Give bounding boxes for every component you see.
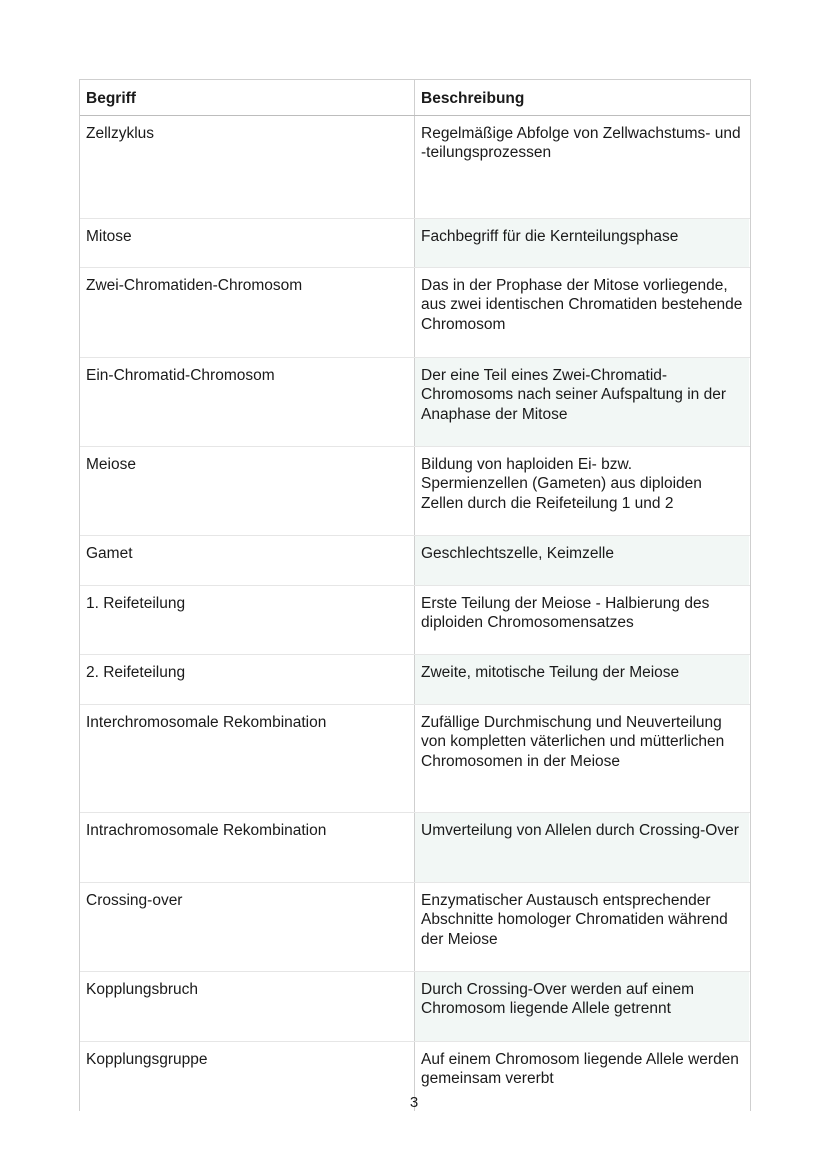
description-cell: Zufällige Durchmischung und Neuverteilung von kompletten väterlichen und mütterlichen Chromosomen in der Meiose — [421, 713, 725, 770]
page-number: 3 — [409, 1094, 419, 1111]
table-row — [80, 116, 750, 219]
description-cell: Regelmäßige Abfolge von Zellwachstums- und -teilungsprozessen — [421, 124, 741, 161]
term-cell: Interchromosomale Rekombination — [80, 705, 415, 812]
table-row — [80, 536, 750, 586]
table-row — [80, 219, 750, 268]
table-row — [80, 705, 750, 813]
table-header-row — [80, 80, 750, 116]
description-cell: Geschlechtszelle, Keimzelle — [415, 536, 749, 585]
description-cell: Durch Crossing-Over werden auf einem Chromosom liegende Allele getrennt — [415, 972, 749, 1041]
description-cell: Fachbegriff für die Kernteilungsphase — [415, 219, 749, 267]
table-row — [80, 586, 750, 655]
description-cell: Das in der Prophase der Mitose vorliegende, aus zwei identischen Chromatiden bestehende Chromosom — [421, 276, 743, 333]
term-cell: 1. Reifeteilung — [80, 586, 415, 654]
term-cell: Mitose — [80, 219, 415, 267]
description-cell: Bildung von haploiden Ei- bzw. Spermienzellen (Gameten) aus diploiden Zellen durch die Reifeteilung 1 und 2 — [421, 455, 702, 512]
description-cell: Zweite, mitotische Teilung der Meiose — [415, 655, 749, 704]
term-cell: 2. Reifeteilung — [80, 655, 415, 704]
term-cell: Kopplungsgruppe — [80, 1042, 415, 1111]
term-cell: Gamet — [80, 536, 415, 585]
term-cell: Zwei-Chromatiden-Chromosom — [80, 268, 415, 357]
table-row — [80, 447, 750, 536]
description-cell: Erste Teilung der Meiose - Halbierung des diploiden Chromosomensatzes — [421, 594, 710, 631]
header-description: Beschreibung — [421, 90, 525, 107]
term-cell: Kopplungsbruch — [80, 972, 415, 1041]
term-cell: Zellzyklus — [80, 116, 415, 218]
table-row — [80, 268, 750, 358]
description-cell: Der eine Teil eines Zwei-Chromatid-Chromosoms nach seiner Aufspaltung in der Anaphase der Mitose — [415, 358, 749, 446]
table-row — [80, 655, 750, 705]
table-row — [80, 883, 750, 972]
description-cell: Umverteilung von Allelen durch Crossing-Over — [415, 813, 749, 882]
description-cell: Auf einem Chromosom liegende Allele werden gemeinsam vererbt — [421, 1050, 739, 1087]
description-cell: Enzymatischer Austausch entsprechender Abschnitte homologer Chromatiden während der Meiose — [421, 891, 728, 948]
table-row — [80, 358, 750, 447]
term-cell: Intrachromosomale Rekombination — [80, 813, 415, 882]
term-cell: Crossing-over — [80, 883, 415, 971]
term-cell: Meiose — [80, 447, 415, 535]
term-cell: Ein-Chromatid-Chromosom — [80, 358, 415, 446]
glossary-table — [79, 79, 751, 1111]
table-row — [80, 813, 750, 883]
header-term: Begriff — [80, 80, 415, 115]
table-row — [80, 972, 750, 1042]
